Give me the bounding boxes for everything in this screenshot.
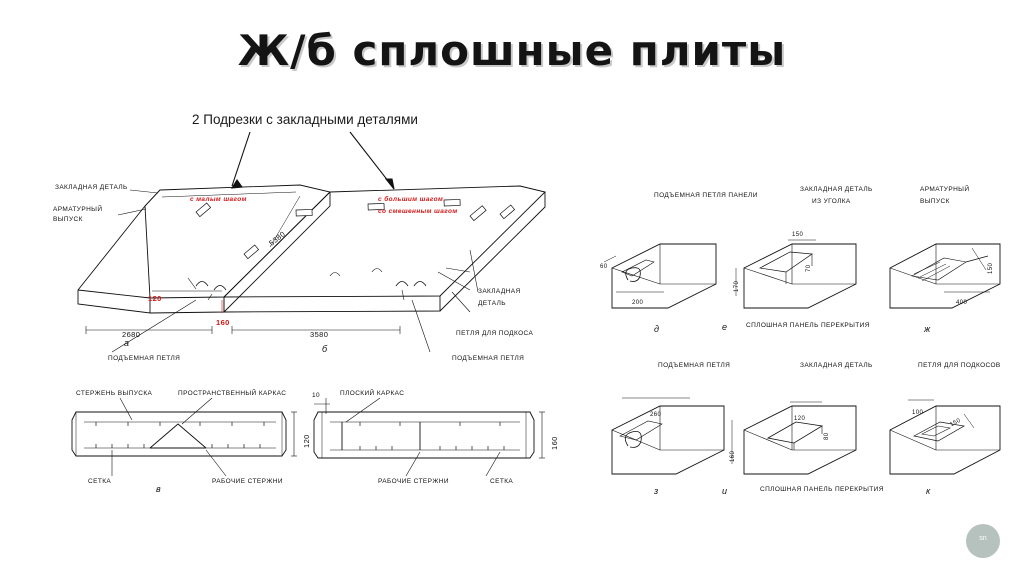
label-setka-v: СЕТКА xyxy=(88,478,112,485)
label-rabochie-sterzhni-v: РАБОЧИЕ СТЕРЖНИ xyxy=(212,478,283,485)
dim-5380: 5380 xyxy=(267,229,288,248)
detail-z-dim-260: 260 xyxy=(650,412,662,418)
detail-e-title: ЗАКЛАДНАЯ ДЕТАЛЬ xyxy=(800,186,873,193)
detail-d-title: ПОДЪЕМНАЯ ПЕТЛЯ ПАНЕЛИ xyxy=(654,192,758,199)
label-podyemnaya-petlya-left: ПОДЪЕМНАЯ ПЕТЛЯ xyxy=(108,355,181,362)
detail-i-title: ЗАКЛАДНАЯ ДЕТАЛЬ xyxy=(800,362,873,369)
detail-e-caption: СПЛОШНАЯ ПАНЕЛЬ ПЕРЕКРЫТИЯ xyxy=(746,322,870,329)
detail-e-dim-170: 170 xyxy=(734,280,740,292)
detail-d-dim-60: 60 xyxy=(600,264,608,270)
detail-z-letter: з xyxy=(654,486,659,496)
label-plosky-karkas: ПЛОСКИЙ КАРКАС xyxy=(340,390,405,397)
label-prostranstvenny-karkas: ПРОСТРАНСТВЕННЫЙ КАРКАС xyxy=(178,390,287,397)
detail-e-letter: е xyxy=(722,322,728,332)
label-armaturny: АРМАТУРНЫЙ xyxy=(53,206,103,213)
detail-z-dim-160: 160 xyxy=(730,450,736,462)
detail-zh-dim-400: 400 xyxy=(956,300,968,306)
detail-z-title: ПОДЪЕМНАЯ ПЕТЛЯ xyxy=(658,362,731,369)
watermark-text: sn xyxy=(979,535,987,542)
label-zakladnaya-right: ЗАКЛАДНАЯ xyxy=(478,288,521,295)
detail-e-dim-70: 70 xyxy=(806,264,812,272)
detail-k-dim-150: 150 xyxy=(949,417,962,429)
watermark-badge xyxy=(966,524,1000,558)
detail-d-dim-200: 200 xyxy=(632,300,644,306)
detail-zh-subtitle: ВЫПУСК xyxy=(920,198,950,205)
detail-e-subtitle: ИЗ УГОЛКА xyxy=(812,198,851,205)
page-title: Ж/б сплошные плиты xyxy=(237,26,787,75)
detail-i-dim-120: 120 xyxy=(794,416,806,422)
label-detal-right: ДЕТАЛЬ xyxy=(478,300,506,307)
letter-a: а xyxy=(124,338,130,348)
label-s-bolshim-shagom: с большим шагом xyxy=(378,196,444,203)
dim-120-section-v: 120 xyxy=(302,434,311,448)
label-s-malym-shagom: с малым шагом xyxy=(190,196,247,203)
label-setka-g: СЕТКА xyxy=(490,478,514,485)
detail-k-letter: к xyxy=(926,486,931,496)
detail-i-caption: СПЛОШНАЯ ПАНЕЛЬ ПЕРЕКРЫТИЯ xyxy=(760,486,884,493)
dim-10: 10 xyxy=(312,392,321,399)
dim-120-main: 120 xyxy=(148,294,162,303)
detail-k-title: ПЕТЛЯ ДЛЯ ПОДКОСОВ xyxy=(918,362,1001,369)
detail-zh-title: АРМАТУРНЫЙ xyxy=(920,186,970,193)
detail-i-dim-80: 80 xyxy=(824,432,830,440)
detail-zh-dim-150: 150 xyxy=(988,262,994,274)
dim-160-section-g: 160 xyxy=(550,436,559,450)
dim-160-main: 160 xyxy=(216,318,230,327)
letter-v: в xyxy=(156,484,162,494)
label-rabochie-sterzhni-g: РАБОЧИЕ СТЕРЖНИ xyxy=(378,478,449,485)
detail-i-letter: и xyxy=(722,486,728,496)
label-vypusk: ВЫПУСК xyxy=(53,216,83,223)
callout-label: 2 Подрезки с закладными деталями xyxy=(192,112,418,127)
label-sterzhen-vypuska: СТЕРЖЕНЬ ВЫПУСКА xyxy=(76,390,153,397)
letter-b: б xyxy=(322,344,328,354)
label-podyemnaya-petlya-right: ПОДЪЕМНАЯ ПЕТЛЯ xyxy=(452,355,525,362)
detail-d-letter: д xyxy=(654,324,660,334)
label-petlya-dlya-podkosa: ПЕТЛЯ ДЛЯ ПОДКОСА xyxy=(456,330,534,337)
dim-2680: 2680 xyxy=(122,330,141,339)
label-zakladnaya-detal: ЗАКЛАДНАЯ ДЕТАЛЬ xyxy=(55,184,128,191)
detail-k-dim-100: 100 xyxy=(912,410,924,416)
label-so-smeshennym-shagom: со смешенным шагом xyxy=(378,208,458,215)
dim-3580: 3580 xyxy=(310,330,329,339)
detail-zh-letter: ж xyxy=(924,324,931,334)
detail-e-dim-150: 150 xyxy=(792,232,804,238)
